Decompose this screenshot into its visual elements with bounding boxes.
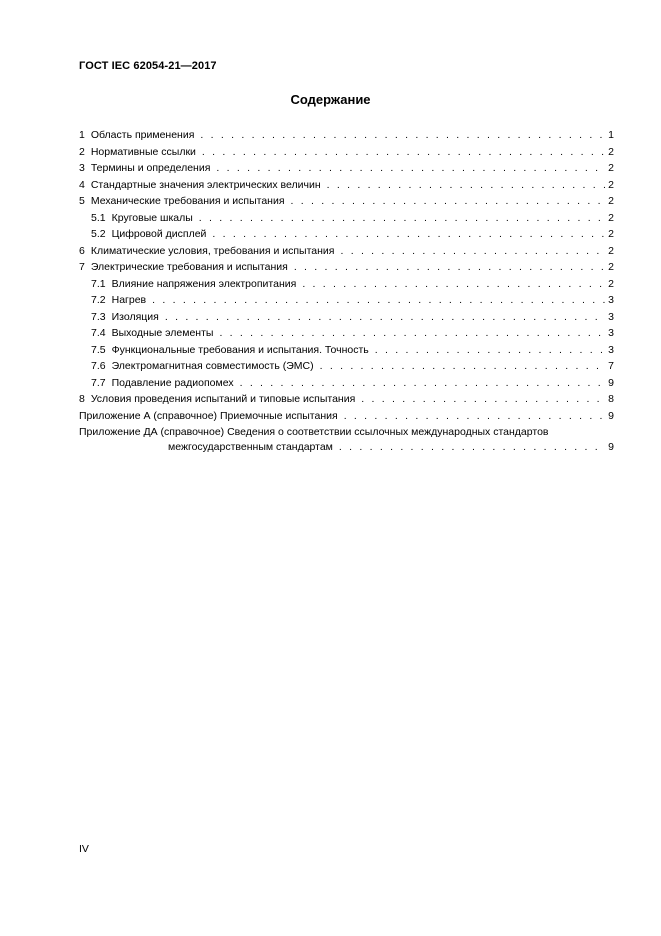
- toc-entry-annex-da[interactable]: [79, 425, 614, 440]
- toc-entry-page: 2: [608, 178, 614, 191]
- toc-entry-8[interactable]: [79, 392, 614, 409]
- toc-entry-number: 3: [79, 162, 85, 174]
- page-number-footer: IV: [79, 843, 89, 855]
- leader-dots: [339, 440, 605, 454]
- toc-entry-number: 7.6: [91, 360, 106, 372]
- toc-entry-number: 1: [79, 129, 85, 141]
- toc-entry-number: 2: [79, 145, 85, 158]
- toc-entry-number: 7.1: [91, 277, 106, 290]
- page-title: Содержание: [290, 92, 371, 107]
- leader-dots: [302, 277, 605, 291]
- toc-entry-number: 7.2: [91, 294, 106, 306]
- toc-entry-page: 2: [608, 244, 614, 257]
- leader-dots: [320, 359, 606, 373]
- toc-entry-number: 7.4: [91, 327, 106, 339]
- toc-entry-2[interactable]: [79, 145, 614, 162]
- toc-entry-page: 7: [608, 360, 614, 372]
- toc-entry-title: Электромагнитная совместимость (ЭМС): [111, 360, 314, 372]
- toc-entry-title: Электрические требования и испытания: [90, 261, 288, 273]
- toc-entry-number: 7: [79, 261, 85, 273]
- toc-entry-title: Стандартные значения электрических величин: [90, 178, 321, 191]
- toc-entry-7[interactable]: [79, 260, 614, 277]
- toc-entry-number: 5: [79, 195, 85, 207]
- toc-entry-page: 2: [608, 228, 614, 240]
- toc-entry-page: 2: [608, 145, 614, 158]
- toc-entry-page: 1: [608, 129, 614, 141]
- toc-entry-5[interactable]: [79, 194, 614, 211]
- leader-dots: [200, 128, 605, 142]
- toc-entry-title: Термины и определения: [90, 162, 211, 174]
- leader-dots: [344, 409, 605, 423]
- leader-dots: [152, 293, 605, 307]
- toc-entry-number: 7.7: [91, 376, 106, 389]
- leader-dots: [294, 260, 605, 274]
- toc-entry-title: Подавление радиопомех: [111, 376, 234, 389]
- toc-entry-title: Функциональные требования и испытания. Точность: [111, 343, 369, 356]
- toc-entry-1[interactable]: [79, 128, 614, 145]
- toc-entry-page: 3: [608, 343, 614, 356]
- toc-entry-page: 2: [608, 211, 614, 224]
- toc-entry-7-2[interactable]: [79, 293, 614, 310]
- toc-entry-4[interactable]: [79, 178, 614, 195]
- toc-entry-title-continued: межгосударственным стандартам: [168, 441, 333, 453]
- toc-entry-annex-da-continued[interactable]: [79, 440, 614, 457]
- toc-entry-number: 8: [79, 393, 85, 405]
- toc-entry-title: Область применения: [90, 129, 195, 141]
- toc-entry-title: Нормативные ссылки: [90, 145, 196, 158]
- toc-entry-page: 3: [608, 327, 614, 339]
- toc-entry-title: Механические требования и испытания: [90, 195, 285, 207]
- toc-entry-number: 5.1: [91, 211, 106, 224]
- toc-entry-number: 7.3: [91, 310, 106, 323]
- leader-dots: [216, 161, 605, 175]
- table-of-contents: [79, 128, 614, 457]
- leader-dots: [219, 326, 605, 340]
- toc-entry-page: 9: [608, 409, 614, 422]
- toc-entry-page: 2: [608, 162, 614, 174]
- toc-entry-7-3[interactable]: [79, 310, 614, 327]
- toc-entry-page: 3: [608, 310, 614, 323]
- leader-dots: [291, 194, 606, 208]
- toc-entry-title: Влияние напряжения электропитания: [111, 277, 297, 290]
- toc-entry-page: 2: [608, 261, 614, 273]
- toc-entry-3[interactable]: [79, 161, 614, 178]
- toc-entry-number: 4: [79, 178, 85, 191]
- toc-entry-title: Цифровой дисплей: [111, 228, 207, 240]
- leader-dots: [375, 343, 605, 357]
- toc-entry-title: Нагрев: [111, 294, 147, 306]
- toc-entry-title: Выходные элементы: [111, 327, 214, 339]
- toc-entry-title: Приложение ДА (справочное) Сведения о соответствии ссылочных международных стандартов: [79, 426, 549, 438]
- toc-entry-annex-a[interactable]: [79, 409, 614, 426]
- toc-entry-page: 8: [608, 393, 614, 405]
- toc-entry-7-5[interactable]: [79, 343, 614, 360]
- toc-entry-page: 2: [608, 277, 614, 290]
- toc-entry-number: 5.2: [91, 228, 106, 240]
- toc-entry-7-7[interactable]: [79, 376, 614, 393]
- toc-entry-page: 9: [608, 441, 614, 453]
- leader-dots: [240, 376, 606, 390]
- document-code-header: ГОСТ IEC 62054-21—2017: [79, 60, 217, 72]
- leader-dots: [361, 392, 605, 406]
- toc-entry-7-6[interactable]: [79, 359, 614, 376]
- toc-entry-number: 6: [79, 244, 85, 257]
- toc-entry-page: 2: [608, 195, 614, 207]
- toc-entry-title: Изоляция: [111, 310, 159, 323]
- toc-entry-page: 9: [608, 376, 614, 389]
- toc-entry-page: 3: [608, 294, 614, 306]
- toc-entry-title: Условия проведения испытаний и типовые испытания: [90, 393, 356, 405]
- toc-entry-5-2[interactable]: [79, 227, 614, 244]
- leader-dots: [202, 145, 605, 159]
- leader-dots: [327, 178, 606, 192]
- toc-entry-title: Климатические условия, требования и испытания: [90, 244, 335, 257]
- toc-entry-5-1[interactable]: [79, 211, 614, 228]
- toc-entry-7-4[interactable]: [79, 326, 614, 343]
- toc-entry-7-1[interactable]: [79, 277, 614, 294]
- toc-entry-title: Приложение А (справочное) Приемочные испытания: [79, 409, 338, 422]
- toc-entry-6[interactable]: [79, 244, 614, 261]
- leader-dots: [165, 310, 605, 324]
- leader-dots: [199, 211, 605, 225]
- leader-dots: [212, 227, 605, 241]
- leader-dots: [340, 244, 605, 258]
- toc-entry-title: Круговые шкалы: [111, 211, 193, 224]
- toc-entry-number: 7.5: [91, 343, 106, 356]
